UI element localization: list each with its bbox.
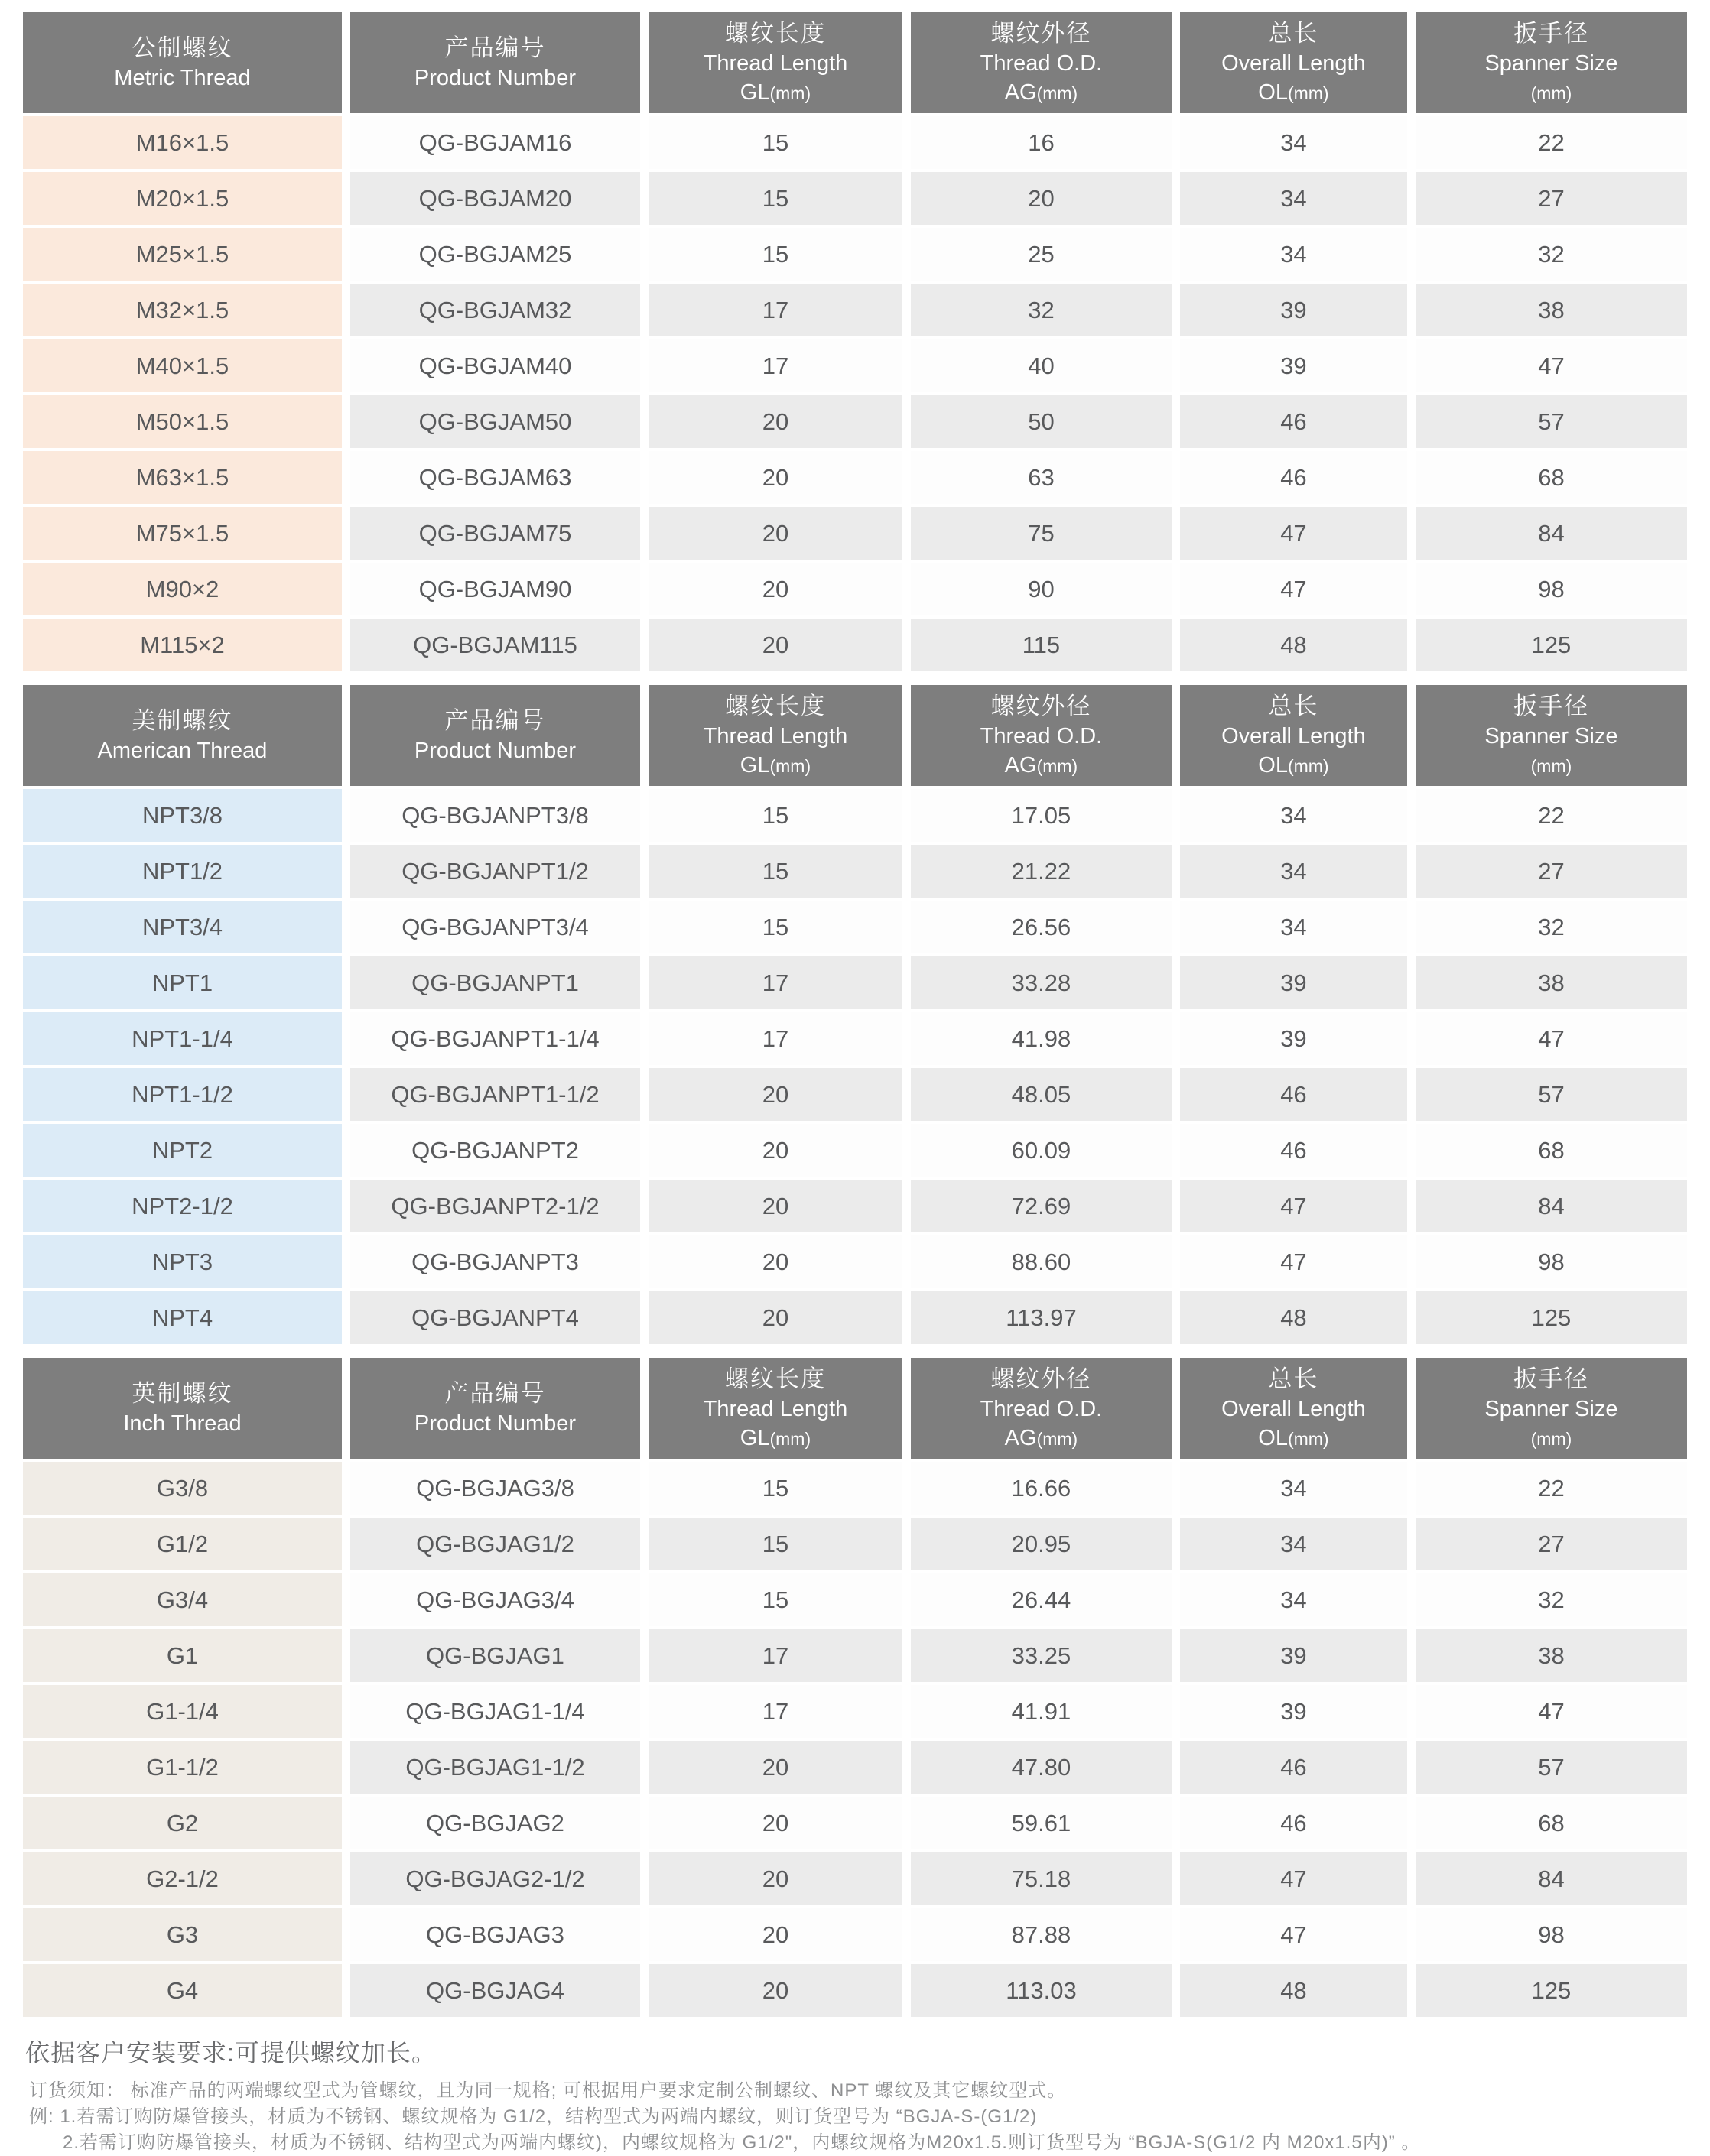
spanner-cell: 47 [1416, 1685, 1687, 1738]
note-thread-extension: 依据客户安装要求:可提供螺纹加长。 [25, 2039, 437, 2067]
thread-cell: M40×1.5 [23, 339, 342, 392]
ol-cell: 47 [1180, 1908, 1407, 1961]
product-cell: QG-BGJAM16 [350, 116, 640, 169]
spanner-cell: 32 [1416, 1573, 1687, 1626]
product-cell: QG-BGJAG2 [350, 1797, 640, 1849]
gl-cell: 15 [649, 1462, 902, 1515]
table-row [23, 284, 1687, 336]
header-label-en: Thread Length [703, 723, 848, 748]
product-cell: QG-BGJAM63 [350, 451, 640, 504]
spanner-cell: 84 [1416, 507, 1687, 560]
column-header-ag [911, 12, 1172, 113]
gl-cell: 20 [649, 1908, 902, 1961]
header-label-en: Spanner Size [1484, 50, 1618, 76]
header-label-zh: 产品编号 [444, 1380, 546, 1407]
thread-cell: M63×1.5 [23, 451, 342, 504]
gl-cell: 20 [649, 1852, 902, 1905]
table-row [23, 1629, 1687, 1682]
thread-cell: G2-1/2 [23, 1852, 342, 1905]
product-cell: QG-BGJANPT2-1/2 [350, 1180, 640, 1232]
spanner-cell: 38 [1416, 956, 1687, 1009]
gl-cell: 17 [649, 284, 902, 336]
header-label-zh: 扳手径 [1513, 1365, 1589, 1392]
gl-cell: 20 [649, 1797, 902, 1849]
header-label-en: Thread O.D. [980, 723, 1103, 748]
table-row [23, 1068, 1687, 1121]
spanner-cell: 32 [1416, 228, 1687, 281]
ol-cell: 47 [1180, 1235, 1407, 1288]
ag-cell: 41.91 [911, 1685, 1172, 1738]
table-row [23, 1180, 1687, 1232]
header-label-en: Spanner Size [1484, 723, 1618, 748]
product-cell: QG-BGJAM32 [350, 284, 640, 336]
column-header-product [350, 1358, 640, 1459]
table-row [23, 1685, 1687, 1738]
thread-cell: NPT1-1/4 [23, 1012, 342, 1065]
header-unit: (mm) [1530, 1428, 1572, 1449]
thread-cell: M25×1.5 [23, 228, 342, 281]
thread-cell: NPT2 [23, 1124, 342, 1177]
thread-cell: G1/2 [23, 1518, 342, 1570]
ag-cell: 50 [911, 395, 1172, 448]
gl-cell: 20 [649, 1068, 902, 1121]
thread-cell: M32×1.5 [23, 284, 342, 336]
table-row [23, 395, 1687, 448]
ag-cell: 72.69 [911, 1180, 1172, 1232]
header-label-zh: 螺纹外径 [990, 692, 1092, 719]
header-label-zh: 总长 [1268, 19, 1319, 47]
footer-notes [0, 2034, 1710, 2156]
header-label-en: Thread Length [703, 50, 848, 76]
thread-cell: G1-1/4 [23, 1685, 342, 1738]
header-unit: OL(mm) [1258, 80, 1329, 105]
header-label-zh: 螺纹长度 [724, 19, 826, 47]
header-label-zh: 总长 [1268, 1365, 1319, 1392]
header-row [23, 12, 1687, 113]
ol-cell: 34 [1180, 228, 1407, 281]
header-label-zh: 总长 [1268, 692, 1319, 719]
ol-cell: 39 [1180, 956, 1407, 1009]
product-cell: QG-BGJANPT1 [350, 956, 640, 1009]
header-unit: GL(mm) [740, 1425, 811, 1450]
ol-cell: 34 [1180, 1573, 1407, 1626]
spanner-cell: 27 [1416, 1518, 1687, 1570]
table-row [23, 619, 1687, 671]
product-cell: QG-BGJANPT4 [350, 1291, 640, 1344]
ol-cell: 34 [1180, 789, 1407, 842]
product-cell: QG-BGJANPT3/4 [350, 901, 640, 953]
column-header-product [350, 12, 640, 113]
product-cell: QG-BGJAM115 [350, 619, 640, 671]
product-cell: QG-BGJAG3 [350, 1908, 640, 1961]
ag-cell: 75.18 [911, 1852, 1172, 1905]
ol-cell: 48 [1180, 619, 1407, 671]
gl-cell: 20 [649, 507, 902, 560]
spanner-cell: 38 [1416, 284, 1687, 336]
gl-cell: 15 [649, 901, 902, 953]
ag-cell: 41.98 [911, 1012, 1172, 1065]
column-header-thread-type [23, 12, 342, 113]
header-unit: OL(mm) [1258, 752, 1329, 778]
thread-cell: NPT4 [23, 1291, 342, 1344]
thread-cell: M75×1.5 [23, 507, 342, 560]
table-row [23, 1518, 1687, 1570]
product-cell: QG-BGJANPT2 [350, 1124, 640, 1177]
spanner-cell: 125 [1416, 1291, 1687, 1344]
product-cell: QG-BGJANPT1-1/4 [350, 1012, 640, 1065]
ag-cell: 26.44 [911, 1573, 1172, 1626]
header-label-zh: 螺纹长度 [724, 1365, 826, 1392]
ag-cell: 20.95 [911, 1518, 1172, 1570]
ag-cell: 26.56 [911, 901, 1172, 953]
product-cell: QG-BGJAM25 [350, 228, 640, 281]
ol-cell: 48 [1180, 1964, 1407, 2017]
gl-cell: 20 [649, 1235, 902, 1288]
header-unit: GL(mm) [740, 752, 811, 778]
column-header-ag [911, 685, 1172, 786]
spanner-cell: 84 [1416, 1852, 1687, 1905]
product-cell: QG-BGJAG1/2 [350, 1518, 640, 1570]
header-title-zh: 美制螺纹 [132, 707, 233, 734]
thread-cell: M16×1.5 [23, 116, 342, 169]
spanner-cell: 84 [1416, 1180, 1687, 1232]
header-label-en: Thread O.D. [980, 50, 1103, 76]
table-row [23, 1462, 1687, 1515]
ag-cell: 16.66 [911, 1462, 1172, 1515]
header-row [23, 1358, 1687, 1459]
header-unit: AG(mm) [1004, 1425, 1078, 1450]
product-cell: QG-BGJAM40 [350, 339, 640, 392]
ag-cell: 21.22 [911, 845, 1172, 898]
header-label-zh: 产品编号 [444, 707, 546, 734]
spanner-cell: 22 [1416, 789, 1687, 842]
gl-cell: 17 [649, 956, 902, 1009]
thread-cell: G3 [23, 1908, 342, 1961]
spanner-cell: 27 [1416, 172, 1687, 225]
ol-cell: 34 [1180, 901, 1407, 953]
gl-cell: 17 [649, 1012, 902, 1065]
ag-cell: 88.60 [911, 1235, 1172, 1288]
gl-cell: 17 [649, 339, 902, 392]
ag-cell: 113.03 [911, 1964, 1172, 2017]
spec-table-metric [15, 9, 1695, 674]
ag-cell: 16 [911, 116, 1172, 169]
ol-cell: 46 [1180, 395, 1407, 448]
ag-cell: 20 [911, 172, 1172, 225]
header-unit: GL(mm) [740, 80, 811, 105]
header-unit: (mm) [1530, 83, 1572, 103]
ol-cell: 47 [1180, 1852, 1407, 1905]
ag-cell: 48.05 [911, 1068, 1172, 1121]
ol-cell: 39 [1180, 284, 1407, 336]
product-cell: QG-BGJANPT3 [350, 1235, 640, 1288]
ag-cell: 33.28 [911, 956, 1172, 1009]
column-header-gl [649, 12, 902, 113]
gl-cell: 20 [649, 563, 902, 615]
product-cell: QG-BGJANPT1/2 [350, 845, 640, 898]
ol-cell: 46 [1180, 1797, 1407, 1849]
thread-cell: NPT3 [23, 1235, 342, 1288]
spanner-cell: 22 [1416, 116, 1687, 169]
header-title-en: Inch Thread [123, 1411, 242, 1436]
ol-cell: 48 [1180, 1291, 1407, 1344]
spec-table-inch [15, 1355, 1695, 2020]
column-header-ag [911, 1358, 1172, 1459]
column-header-thread-type [23, 685, 342, 786]
spanner-cell: 57 [1416, 1068, 1687, 1121]
spanner-cell: 68 [1416, 451, 1687, 504]
gl-cell: 15 [649, 116, 902, 169]
ol-cell: 47 [1180, 1180, 1407, 1232]
gl-cell: 15 [649, 1573, 902, 1626]
thread-cell: G3/4 [23, 1573, 342, 1626]
ol-cell: 34 [1180, 1462, 1407, 1515]
thread-cell: NPT3/4 [23, 901, 342, 953]
ol-cell: 46 [1180, 1124, 1407, 1177]
ol-cell: 46 [1180, 451, 1407, 504]
spanner-cell: 57 [1416, 395, 1687, 448]
product-cell: QG-BGJAM90 [350, 563, 640, 615]
ol-cell: 47 [1180, 563, 1407, 615]
table-row [23, 1908, 1687, 1961]
thread-cell: M115×2 [23, 619, 342, 671]
thread-cell: G3/8 [23, 1462, 342, 1515]
header-label-en: Product Number [414, 66, 577, 90]
product-cell: QG-BGJANPT1-1/2 [350, 1068, 640, 1121]
thread-cell: NPT1-1/2 [23, 1068, 342, 1121]
thread-cell: G1 [23, 1629, 342, 1682]
gl-cell: 15 [649, 845, 902, 898]
column-header-gl [649, 685, 902, 786]
table-row [23, 339, 1687, 392]
gl-cell: 15 [649, 172, 902, 225]
header-label-zh: 螺纹外径 [990, 1365, 1092, 1392]
spanner-cell: 47 [1416, 339, 1687, 392]
table-row [23, 956, 1687, 1009]
order-notes [29, 2078, 1710, 2156]
gl-cell: 20 [649, 1964, 902, 2017]
header-title-en: Metric Thread [114, 66, 251, 90]
header-title-en: American Thread [97, 739, 268, 763]
column-header-gl [649, 1358, 902, 1459]
gl-cell: 20 [649, 1741, 902, 1794]
product-cell: QG-BGJAG3/4 [350, 1573, 640, 1626]
thread-cell: M20×1.5 [23, 172, 342, 225]
example-line-2: 2.若需订购防爆管接头，材质为不锈钢、结构型式为两端内螺纹)，内螺纹规格为 G1/2"，内螺纹规格为M20x1.5.则订货型号为 “BGJA-S(G1/2 内 M20x1.5内)” 。 [63, 2132, 1421, 2153]
table-row [23, 845, 1687, 898]
header-label-zh: 扳手径 [1513, 19, 1589, 47]
product-cell: QG-BGJAG2-1/2 [350, 1852, 640, 1905]
column-header-spanner [1416, 685, 1687, 786]
ol-cell: 34 [1180, 116, 1407, 169]
order-note-line: 订货须知： 标准产品的两端螺纹型式为管螺纹，且为同一规格; 可根据用户要求定制公制螺纹、NPT 螺纹及其它螺纹型式。 [29, 2080, 1067, 2101]
table-row [23, 1573, 1687, 1626]
gl-cell: 20 [649, 1124, 902, 1177]
example-line-1: 例: 1.若需订购防爆管接头，材质为不锈钢、螺纹规格为 G1/2，结构型式为两端内螺纹，则订货型号为 “BGJA-S-(G1/2) [29, 2106, 1038, 2127]
thread-cell: M50×1.5 [23, 395, 342, 448]
ag-cell: 90 [911, 563, 1172, 615]
table-row [23, 901, 1687, 953]
ol-cell: 39 [1180, 1685, 1407, 1738]
ag-cell: 60.09 [911, 1124, 1172, 1177]
gl-cell: 20 [649, 451, 902, 504]
gl-cell: 15 [649, 1518, 902, 1570]
ag-cell: 75 [911, 507, 1172, 560]
column-header-product [350, 685, 640, 786]
thread-cell: NPT1/2 [23, 845, 342, 898]
gl-cell: 15 [649, 228, 902, 281]
header-title-zh: 公制螺纹 [132, 34, 233, 61]
header-label-en: Product Number [414, 739, 577, 763]
product-cell: QG-BGJAM20 [350, 172, 640, 225]
gl-cell: 20 [649, 395, 902, 448]
spanner-cell: 68 [1416, 1797, 1687, 1849]
gl-cell: 20 [649, 1291, 902, 1344]
header-label-zh: 螺纹长度 [724, 692, 826, 719]
header-label-en: Spanner Size [1484, 1396, 1618, 1421]
gl-cell: 17 [649, 1685, 902, 1738]
header-label-en: Overall Length [1221, 50, 1366, 76]
header-row [23, 685, 1687, 786]
table-row [23, 563, 1687, 615]
table-row [23, 1964, 1687, 2017]
header-label-en: Overall Length [1221, 723, 1366, 748]
table-row [23, 1741, 1687, 1794]
header-title-zh: 英制螺纹 [132, 1380, 233, 1407]
product-cell: QG-BGJAG1 [350, 1629, 640, 1682]
ag-cell: 32 [911, 284, 1172, 336]
header-label-zh: 扳手径 [1513, 692, 1589, 719]
header-label-en: Thread Length [703, 1396, 848, 1421]
thread-cell: NPT1 [23, 956, 342, 1009]
gl-cell: 15 [649, 789, 902, 842]
header-label-en: Thread O.D. [980, 1396, 1103, 1421]
table-row [23, 116, 1687, 169]
ol-cell: 39 [1180, 1629, 1407, 1682]
thread-cell: G2 [23, 1797, 342, 1849]
column-header-ol [1180, 685, 1407, 786]
table-row [23, 172, 1687, 225]
spec-table-american [15, 682, 1695, 1347]
table-row [23, 1124, 1687, 1177]
table-row [23, 1852, 1687, 1905]
thread-cell: G4 [23, 1964, 342, 2017]
ag-cell: 47.80 [911, 1741, 1172, 1794]
ol-cell: 34 [1180, 172, 1407, 225]
product-cell: QG-BGJAG4 [350, 1964, 640, 2017]
product-cell: QG-BGJANPT3/8 [350, 789, 640, 842]
ag-cell: 59.61 [911, 1797, 1172, 1849]
gl-cell: 20 [649, 1180, 902, 1232]
spanner-cell: 98 [1416, 1908, 1687, 1961]
spanner-cell: 27 [1416, 845, 1687, 898]
ol-cell: 39 [1180, 1012, 1407, 1065]
gl-cell: 17 [649, 1629, 902, 1682]
table-row [23, 789, 1687, 842]
table-row [23, 228, 1687, 281]
table-row [23, 1797, 1687, 1849]
table-row [23, 451, 1687, 504]
ag-cell: 63 [911, 451, 1172, 504]
header-unit: AG(mm) [1004, 80, 1078, 105]
product-cell: QG-BGJAM50 [350, 395, 640, 448]
ag-cell: 40 [911, 339, 1172, 392]
ag-cell: 115 [911, 619, 1172, 671]
header-label-en: Overall Length [1221, 1396, 1366, 1421]
table-row [23, 1291, 1687, 1344]
ol-cell: 46 [1180, 1741, 1407, 1794]
spanner-cell: 47 [1416, 1012, 1687, 1065]
spanner-cell: 98 [1416, 1235, 1687, 1288]
table-row [23, 507, 1687, 560]
header-label-zh: 产品编号 [444, 34, 546, 61]
product-cell: QG-BGJAG1-1/2 [350, 1741, 640, 1794]
thread-cell: NPT2-1/2 [23, 1180, 342, 1232]
ol-cell: 46 [1180, 1068, 1407, 1121]
spanner-cell: 68 [1416, 1124, 1687, 1177]
spanner-cell: 125 [1416, 619, 1687, 671]
table-row [23, 1012, 1687, 1065]
ag-cell: 25 [911, 228, 1172, 281]
product-cell: QG-BGJAM75 [350, 507, 640, 560]
column-header-ol [1180, 12, 1407, 113]
ag-cell: 17.05 [911, 789, 1172, 842]
spanner-cell: 125 [1416, 1964, 1687, 2017]
ag-cell: 87.88 [911, 1908, 1172, 1961]
header-label-zh: 螺纹外径 [990, 19, 1092, 47]
spanner-cell: 22 [1416, 1462, 1687, 1515]
ol-cell: 47 [1180, 507, 1407, 560]
spanner-cell: 32 [1416, 901, 1687, 953]
ag-cell: 33.25 [911, 1629, 1172, 1682]
column-header-spanner [1416, 1358, 1687, 1459]
column-header-ol [1180, 1358, 1407, 1459]
header-label-en: Product Number [414, 1411, 577, 1436]
thread-cell: M90×2 [23, 563, 342, 615]
gl-cell: 20 [649, 619, 902, 671]
table-row [23, 1235, 1687, 1288]
column-header-spanner [1416, 12, 1687, 113]
column-header-thread-type [23, 1358, 342, 1459]
spanner-cell: 57 [1416, 1741, 1687, 1794]
thread-cell: NPT3/8 [23, 789, 342, 842]
thread-cell: G1-1/2 [23, 1741, 342, 1794]
ag-cell: 113.97 [911, 1291, 1172, 1344]
product-cell: QG-BGJAG1-1/4 [350, 1685, 640, 1738]
ol-cell: 34 [1180, 1518, 1407, 1570]
ol-cell: 34 [1180, 845, 1407, 898]
header-unit: OL(mm) [1258, 1425, 1329, 1450]
spanner-cell: 38 [1416, 1629, 1687, 1682]
header-unit: (mm) [1530, 755, 1572, 776]
header-unit: AG(mm) [1004, 752, 1078, 778]
spanner-cell: 98 [1416, 563, 1687, 615]
product-cell: QG-BGJAG3/8 [350, 1462, 640, 1515]
ol-cell: 39 [1180, 339, 1407, 392]
